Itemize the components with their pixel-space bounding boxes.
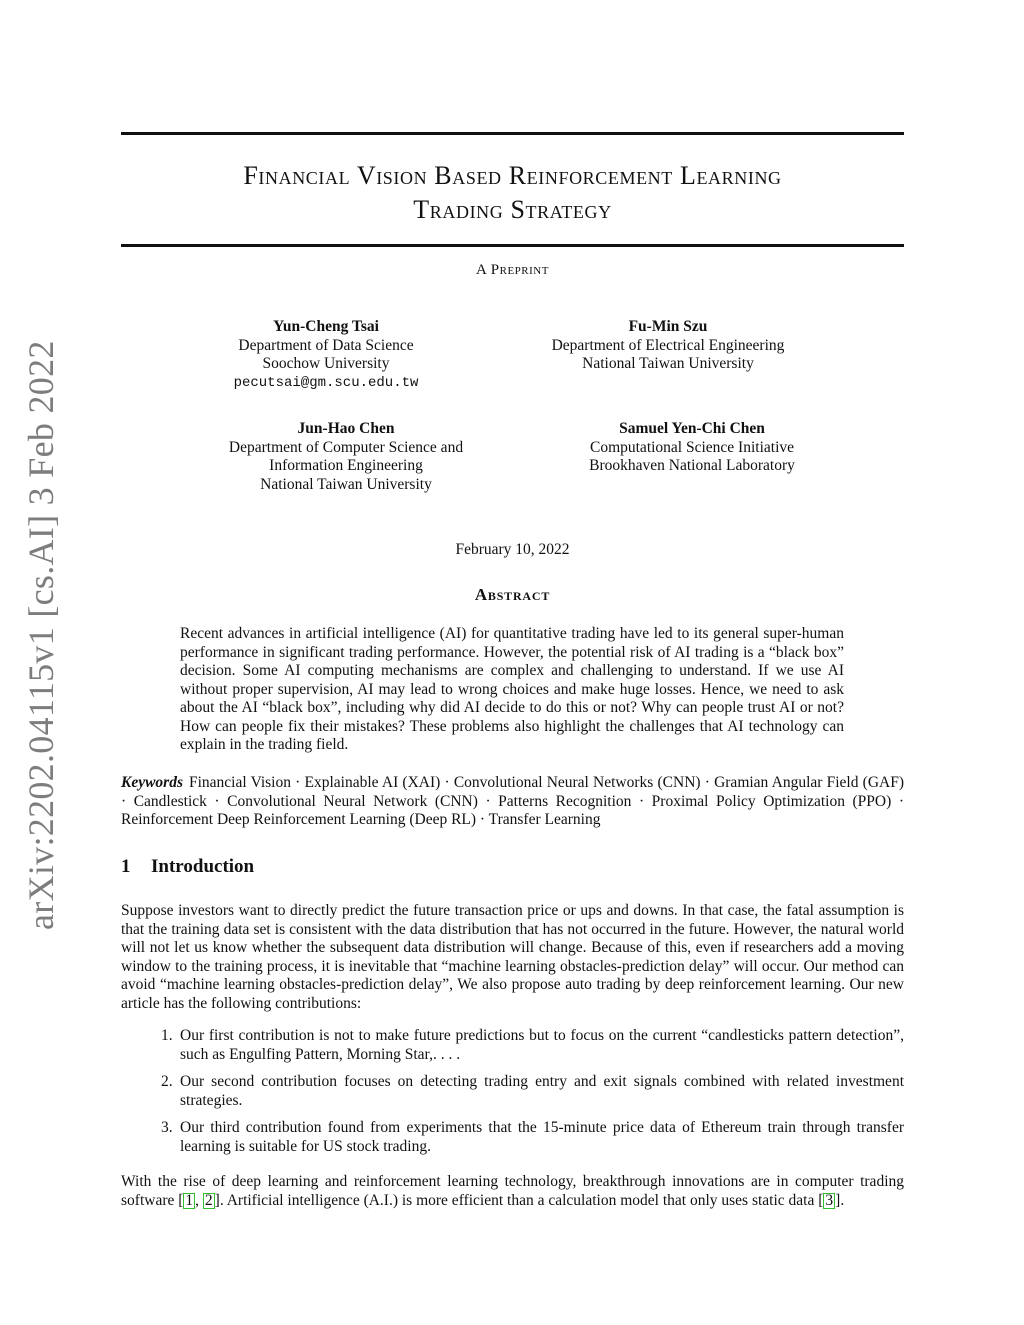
keywords-label: Keywords — [121, 774, 183, 791]
paragraph-text: ]. — [835, 1191, 845, 1209]
title-rule-bottom — [121, 244, 904, 247]
paragraph-text: ]. Artificial intelligence (A.I.) is more efficient than a calculation model that only uses static data [ — [214, 1191, 824, 1209]
author-name: Yun-Cheng Tsai — [273, 318, 379, 335]
paragraph-text: With the rise of deep learning and reinforcement learning technology, breakthrough innovations are in computer trading software [ — [121, 1173, 904, 1209]
author-name: Samuel Yen-Chi Chen — [619, 420, 765, 437]
abstract-heading: Abstract — [474, 585, 551, 604]
author-name: Fu-Min Szu — [628, 318, 708, 335]
section-title: Introduction — [151, 856, 255, 877]
list-item — [121, 1073, 904, 1110]
citation-link[interactable]: 3 — [825, 1191, 834, 1209]
paper-title-line-2: Trading Strategy — [413, 195, 612, 224]
section-heading — [121, 856, 904, 878]
author-affiliation: National Taiwan University — [582, 355, 754, 372]
list-item-text: Our first contribution is not to make future predictions but to focus on the current “candlesticks pattern detection”, such as Engulfing Pattern, Morning Star,. . . . — [180, 1027, 904, 1063]
section-number: 1 — [121, 856, 131, 877]
paragraph-text: , — [195, 1191, 203, 1209]
author-affiliation: Soochow University — [262, 355, 390, 372]
author-block — [498, 318, 838, 374]
author-block — [156, 318, 496, 392]
author-affiliation: National Taiwan University — [260, 475, 432, 493]
list-item-number: 3. — [161, 1119, 173, 1136]
list-item-text: Our second contribution focuses on detecting trading entry and exit signals combined with related investment strategies. — [180, 1073, 904, 1109]
closing-paragraph — [121, 1173, 904, 1210]
author-affiliation: Department of Computer Science and — [228, 438, 464, 456]
abstract-text: Recent advances in artificial intelligence (AI) for quantitative trading have led to its general super-human performance in significant trading performance. However, the potential risk of AI trading is a “black box” decision. Some AI computing mechanisms are complex and challenging to understand. If we use AI without proper supervision, AI may lead to wrong choices and make huge losses. Hence, we need to ask about the AI “black box”, including why did AI decide to do this or not? Why can people trust AI or not? How can people fix their mistakes? These problems also highlight the challenges that AI technology can explain in the trading field. — [180, 625, 844, 753]
author-affiliation: Brookhaven National Laboratory — [589, 457, 795, 474]
author-block — [176, 420, 516, 494]
citation-link[interactable]: 1 — [185, 1191, 194, 1209]
paper-title-line-1: Financial Vision Based Reinforcement Learning — [243, 161, 782, 190]
intro-paragraph: Suppose investors want to directly predict the future transaction price or ups and downs. In that case, the fatal assumption is that the training data set is consistent with the data distribution that has not occurred in the future. However, the natural world will not let us know whether the subsequent data distribution will change. Because of this, even if researchers add a moving window to the training process, it is inevitable that “machine learning obstacles-prediction delay” will occur. Our method can avoid “machine learning obstacles-prediction delay”, We also propose auto trading by deep reinforcement learning. Our new article has the following contributions: — [121, 902, 904, 1012]
preprint-label: A Preprint — [476, 262, 549, 278]
author-affiliation: Department of Electrical Engineering — [551, 336, 785, 354]
publication-date: February 10, 2022 — [455, 541, 570, 558]
list-item-number: 1. — [161, 1027, 173, 1044]
keywords-text: Financial Vision · Explainable AI (XAI) · Convolutional Neural Networks (CNN) · Gramian Angular Field (GAF) · Candlestick · Convolutional Neural Network (CNN) · Patterns Recognition · Proximal Policy Optimization (PPO) · Reinforcement Deep Reinforcement Learning (Deep RL) · Transfer Learning — [121, 774, 904, 828]
list-item-number: 2. — [161, 1073, 173, 1090]
author-block — [522, 420, 862, 476]
author-affiliation: Computational Science Initiative — [589, 438, 795, 456]
author-email[interactable]: pecutsai@gm.scu.edu.tw — [233, 374, 419, 391]
keywords-paragraph — [121, 774, 904, 830]
list-item — [121, 1027, 904, 1064]
list-item — [121, 1119, 904, 1156]
citation-link[interactable]: 2 — [204, 1191, 213, 1209]
list-item-text: Our third contribution found from experiments that the 15-minute price data of Ethereum train through transfer learning is suitable for US stock trading. — [180, 1119, 904, 1155]
author-name: Jun-Hao Chen — [297, 420, 395, 437]
author-affiliation: Department of Data Science — [238, 336, 414, 354]
author-affiliation: Information Engineering — [269, 457, 423, 474]
arxiv-identifier-stamp: arXiv:2202.04115v1 [cs.AI] 3 Feb 2022 — [21, 340, 61, 930]
contribution-list — [121, 1027, 904, 1165]
title-rule-top — [121, 132, 904, 135]
